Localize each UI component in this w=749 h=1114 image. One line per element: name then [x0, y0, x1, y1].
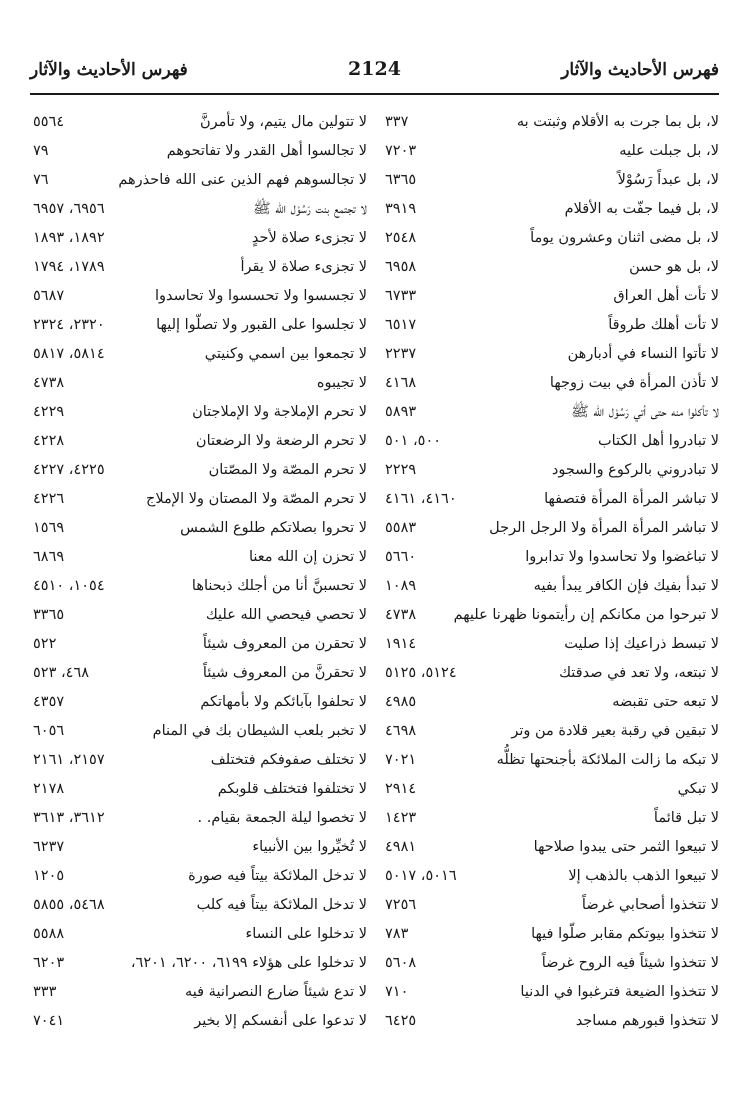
entry-text: لا تجزىء صلاة لا يقرأ — [240, 259, 367, 275]
index-entry — [385, 340, 719, 369]
index-entry — [385, 978, 719, 1007]
entry-reference: ٢٩١٤ — [385, 781, 417, 797]
entry-reference: ٥٤٦٨، ٥٨٥٥ — [33, 897, 105, 913]
entry-reference: ٧٠٤١ — [33, 1013, 65, 1029]
entry-text: لا تأت أهل العراق — [613, 288, 719, 304]
entry-reference: ١٩١٤ — [385, 636, 417, 652]
entry-reference: ٢٢٣٧ — [385, 346, 417, 362]
index-entry — [385, 456, 719, 485]
index-entry — [385, 282, 719, 311]
entry-reference: ١٠٥٤، ٤٥١٠ — [33, 578, 105, 594]
index-entry — [33, 659, 367, 688]
index-entry — [33, 978, 367, 1007]
entry-text: لا تتخذوا الضيعة فترغبوا في الدنيا — [520, 984, 719, 1000]
index-entry — [33, 601, 367, 630]
entry-text: لا تباشر المرأة المرأة ولا الرجل الرجل — [489, 520, 719, 536]
entry-text: لا تتخذوا قبورهم مساجد — [575, 1013, 719, 1029]
index-entry — [33, 891, 367, 920]
index-entry — [385, 137, 719, 166]
index-entry — [33, 746, 367, 775]
entry-text: لا تجسسوا ولا تحسسوا ولا تحاسدوا — [154, 288, 367, 304]
entry-reference: ٣٣٦٥ — [33, 607, 65, 623]
entry-reference: ٧٨٣ — [385, 926, 409, 942]
entry-reference: ٥٥٦٤ — [33, 114, 65, 130]
entry-reference: ٦٩٥٨ — [385, 259, 417, 275]
index-entry — [385, 253, 719, 282]
entry-reference: ٦٣٦٥ — [385, 172, 417, 188]
index-entry — [385, 108, 719, 137]
entry-reference: ٢٥٤٨ — [385, 230, 417, 246]
entry-text: لا تحرم المصّة ولا المصتان ولا الإملاج — [146, 491, 367, 507]
entry-text: لا تُخيِّروا بين الأنبياء — [252, 839, 367, 855]
entry-text: لا تأذن المرأة في بيت زوجها — [549, 375, 719, 391]
index-entry — [385, 891, 719, 920]
entry-text: لا تختلفوا فتختلف قلوبكم — [217, 781, 367, 797]
entry-text: لا تخبر بلعب الشيطان بك في المنام — [152, 723, 367, 739]
entry-text: لا تبيعوا الثمر حتى يبدوا صلاحها — [533, 839, 719, 855]
entry-text: لا تبتعه، ولا تعد في صدقتك — [559, 665, 719, 681]
entry-text: لا تحرم الإملاجة ولا الإملاجتان — [192, 404, 367, 420]
entry-text: لا تخصوا ليلة الجمعة بقيام. . — [197, 810, 367, 826]
entry-reference: ٣٣٧ — [385, 114, 409, 130]
header-rule — [30, 93, 719, 95]
entry-text: لا تجالسوا أهل القدر ولا تفاتحوهم — [166, 143, 367, 159]
index-entry — [385, 601, 719, 630]
entry-reference: ٥٠٠، ٥٠١ — [385, 433, 442, 449]
entry-text: لا تبادروني بالركوع والسجود — [551, 462, 719, 478]
entry-reference: ٦٢٣٧ — [33, 839, 65, 855]
entry-text: لا تبدأ بفيك فإن الكافر يبدأ بفيه — [533, 578, 719, 594]
entry-text: لا تبكي — [677, 781, 719, 797]
entry-reference: ١٥٦٩ — [33, 520, 65, 536]
entry-reference: ٤٦٨، ٥٢٣ — [33, 665, 90, 681]
entry-text: لا تبسط ذراعيك إذا صليت — [564, 636, 719, 652]
entry-text: لا، بل بما جرت به الأقلام وثبتت به — [516, 114, 719, 130]
index-entry — [33, 108, 367, 137]
entry-reference: ٧١٠ — [385, 984, 409, 1000]
entry-reference: ٢١٧٨ — [33, 781, 65, 797]
entry-reference: ٦٨٦٩ — [33, 549, 65, 565]
index-entry — [33, 688, 367, 717]
index-entry — [33, 775, 367, 804]
entry-text: لا تختلف صفوفكم فتختلف — [210, 752, 367, 768]
entry-reference: ٢٣٢٠، ٢٣٢٤ — [33, 317, 105, 333]
entry-text: لا تدخل الملائكة بيتاً فيه كلب — [196, 897, 367, 913]
index-entry — [33, 195, 367, 224]
entry-text: لا تحزن إن الله معنا — [248, 549, 367, 565]
entry-text: لا تدخل الملائكة بيتاً فيه صورة — [188, 868, 367, 884]
index-entry — [385, 427, 719, 456]
entry-text: لا تبعه حتى تقبضه — [612, 694, 719, 710]
entry-text: لا تأتوا النساء في أدبارهن — [567, 346, 719, 362]
entry-text: لا تبادروا أهل الكتاب — [598, 433, 719, 449]
entry-text: لا تأكلوا منه حتى أتي رَسُوْل الله ﷺ — [571, 404, 719, 420]
entry-reference: ٣٣٣ — [33, 984, 57, 1000]
index-entry — [385, 514, 719, 543]
index-entry — [385, 369, 719, 398]
entry-reference: ٥٦٨٧ — [33, 288, 65, 304]
entry-reference: ٤٣٥٧ — [33, 694, 65, 710]
entry-reference: ٥٢٢ — [33, 636, 57, 652]
entry-reference: ٥١٢٤، ٥١٢٥ — [385, 665, 457, 681]
entry-text: لا تجالسوهم فهم الذين عنى الله فاحذرهم — [118, 172, 367, 188]
index-entry — [33, 543, 367, 572]
entry-reference: ٥٥٨٣ — [385, 520, 417, 536]
index-entry — [385, 195, 719, 224]
index-entry — [385, 804, 719, 833]
index-entry — [385, 862, 719, 891]
entry-text: لا تجمعوا بين اسمي وكنيتي — [204, 346, 367, 362]
entry-reference: ٤٩٨٥ — [385, 694, 417, 710]
entry-text: لا تحرم الرضعة ولا الرضعتان — [195, 433, 367, 449]
index-entry — [385, 311, 719, 340]
entry-text: لا تبيعوا الذهب بالذهب إلا — [568, 868, 719, 884]
entry-text: لا تتخذوا بيوتكم مقابر صلّوا فيها — [531, 926, 719, 942]
entry-text: لا تبل قائماً — [653, 810, 719, 826]
index-entry — [385, 1007, 719, 1036]
entry-text: لا تأت أهلك طروقاً — [608, 317, 719, 333]
entry-reference: ٤٩٨١ — [385, 839, 417, 855]
index-entry — [385, 630, 719, 659]
index-entry — [385, 166, 719, 195]
index-entry — [33, 514, 367, 543]
index-entry — [33, 1007, 367, 1036]
header-title-right: فهرس الأحاديث والآثار — [561, 60, 719, 80]
index-entry — [33, 282, 367, 311]
entry-text: لا تحرم المصّة ولا المصّتان — [208, 462, 367, 478]
entry-text: لا تدخلوا على النساء — [245, 926, 367, 942]
entry-text: لا، بل عبداً رَسُوْلاً — [617, 172, 719, 188]
index-entry — [385, 485, 719, 514]
index-entry — [385, 543, 719, 572]
entry-text: لا تحسبنَّ أنا من أجلك ذبحناها — [191, 578, 367, 594]
entry-reference: ٤٦٩٨ — [385, 723, 417, 739]
entry-reference: ٧٠٢١ — [385, 752, 417, 768]
index-entry — [33, 833, 367, 862]
entry-reference: ٥٨٩٣ — [385, 404, 417, 420]
entry-text: لا تتولين مال يتيم، ولا تأمرنَّ — [199, 114, 367, 130]
entry-reference: ٤٢٢٨ — [33, 433, 65, 449]
entry-text: لا تباشر المرأة المرأة فتصفها — [544, 491, 719, 507]
index-entry — [33, 166, 367, 195]
entry-reference: ٧٦ — [33, 172, 49, 188]
entry-reference: ٦٠٥٦ — [33, 723, 65, 739]
entry-reference: ٤١٦٨ — [385, 375, 417, 391]
entry-text: لا، بل جبلت عليه — [619, 143, 719, 159]
index-entry — [33, 137, 367, 166]
entry-reference: ١٢٠٥ — [33, 868, 65, 884]
entry-reference: ٥٨١٤، ٥٨١٧ — [33, 346, 105, 362]
entry-text: لا تباغضوا ولا تحاسدوا ولا تدابروا — [525, 549, 719, 565]
entry-text: لا، بل فيما جفّت به الأقلام — [564, 201, 719, 217]
entry-text: لا تحقرنَّ من المعروف شيئاً — [202, 665, 367, 681]
index-entry — [385, 775, 719, 804]
entry-text: لا تدعوا على أنفسكم إلا بخير — [194, 1013, 367, 1029]
index-entry — [33, 398, 367, 427]
index-entry — [33, 630, 367, 659]
index-entry — [385, 688, 719, 717]
entry-reference: ١٠٨٩ — [385, 578, 417, 594]
index-entry — [33, 456, 367, 485]
entry-reference: ١٨٩٢، ١٨٩٣ — [33, 230, 105, 246]
index-entry — [33, 340, 367, 369]
entry-reference: ٢١٥٧، ٢١٦١ — [33, 752, 105, 768]
index-entry — [33, 717, 367, 746]
index-entry — [385, 746, 719, 775]
entry-text: لا تبقين في رقبة بعير قلادة من وتر — [511, 723, 719, 739]
entry-reference: ٤١٦٠، ٤١٦١ — [385, 491, 457, 507]
entry-reference: ٣٩١٩ — [385, 201, 417, 217]
entry-reference: ٥٥٨٨ — [33, 926, 65, 942]
entry-reference: ٦٩٥٦، ٦٩٥٧ — [33, 201, 105, 217]
entry-reference: ٤٢٢٩ — [33, 404, 65, 420]
entry-reference: ٤٢٢٥، ٤٢٢٧ — [33, 462, 105, 478]
entry-reference: ٧٢٥٦ — [385, 897, 417, 913]
entry-reference: ٦٥١٧ — [385, 317, 417, 333]
page-header — [30, 58, 719, 88]
index-entry — [33, 311, 367, 340]
index-entry — [33, 253, 367, 282]
entry-text: لا تبكه ما زالت الملائكة بأجنحتها تظلُّه — [496, 752, 719, 768]
index-entry — [385, 920, 719, 949]
entry-text: لا تحلفوا بآبائكم ولا بأمهاتكم — [200, 694, 367, 710]
entry-reference: ١٤٢٣ — [385, 810, 417, 826]
entry-reference: ٥٠١٦، ٥٠١٧ — [385, 868, 457, 884]
entry-reference: ٥٦٦٠ — [385, 549, 417, 565]
entry-text: لا تحقرن من المعروف شيئاً — [202, 636, 367, 652]
entry-text: لا تجلسوا على القبور ولا تصلّوا إليها — [156, 317, 367, 333]
entry-text: لا تتخذوا شيئاً فيه الروح غرضاً — [541, 955, 719, 971]
entry-text: لا تدع شيئاً ضارع النصرانية فيه — [184, 984, 367, 1000]
entry-reference: ٥٦٠٨ — [385, 955, 417, 971]
index-entry — [385, 833, 719, 862]
entry-reference: ٤٧٣٨ — [385, 607, 417, 623]
entry-reference: ٤٢٢٦ — [33, 491, 65, 507]
index-entry — [385, 659, 719, 688]
entry-reference: ٣٦١٢، ٣٦١٣ — [33, 810, 105, 826]
index-entry — [33, 949, 367, 978]
entry-text: لا تجتمع بنت رَسُوْل الله ﷺ — [253, 201, 367, 217]
entry-reference: ٦٧٣٣ — [385, 288, 417, 304]
entry-reference: ٦٤٢٥ — [385, 1013, 417, 1029]
entry-reference: ٢٢٢٩ — [385, 462, 417, 478]
index-entry — [33, 572, 367, 601]
index-entry — [33, 804, 367, 833]
index-entry — [385, 949, 719, 978]
entry-text: لا تدخلوا على هؤلاء ٦١٩٩، ٦٢٠٠، ٦٢٠١، — [130, 955, 367, 971]
index-entry — [33, 369, 367, 398]
header-title-left: فهرس الأحاديث والآثار — [30, 60, 188, 80]
index-entry — [33, 427, 367, 456]
index-entry — [385, 717, 719, 746]
entry-text: لا تجيبوه — [316, 375, 367, 391]
entry-text: لا تبرحوا من مكانكم إن رأيتمونا ظهرنا عليهم — [453, 607, 719, 623]
entry-reference: ٧٢٠٣ — [385, 143, 417, 159]
entry-text: لا تتخذوا أصحابي غرضاً — [581, 897, 719, 913]
entry-reference: ٤٧٣٨ — [33, 375, 65, 391]
index-entry — [33, 862, 367, 891]
index-entry — [385, 398, 719, 427]
entry-text: لا تحروا بصلاتكم طلوع الشمس — [180, 520, 367, 536]
entry-reference: ١٧٨٩، ١٧٩٤ — [33, 259, 105, 275]
index-column-left — [33, 108, 367, 1036]
index-entry — [385, 224, 719, 253]
entry-reference: ٧٩ — [33, 143, 49, 159]
index-entry — [33, 485, 367, 514]
entry-text: لا، بل مضى اثنان وعشرون يوماً — [530, 230, 719, 246]
index-entry — [33, 920, 367, 949]
index-entry — [385, 572, 719, 601]
index-entry — [33, 224, 367, 253]
entry-text: لا، بل هو حسن — [629, 259, 719, 275]
entry-reference: ٦٢٠٣ — [33, 955, 65, 971]
index-column-right — [385, 108, 719, 1036]
entry-text: لا تحصي فيحصي الله عليك — [205, 607, 367, 623]
entry-text: لا تجزىء صلاة لأحدٍ — [251, 230, 367, 246]
page-number: 2124 — [348, 58, 401, 80]
